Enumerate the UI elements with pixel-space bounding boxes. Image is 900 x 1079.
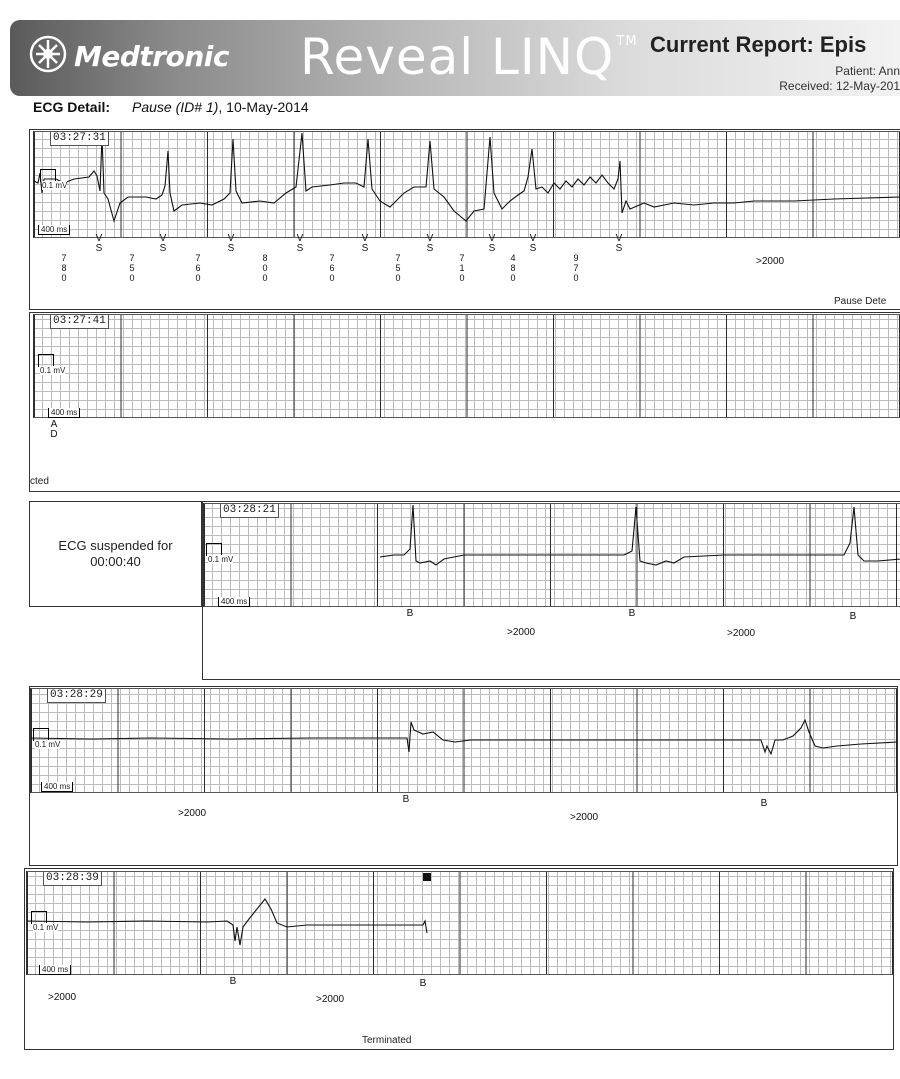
interval-value: 7 6 0 [329, 253, 335, 283]
strip-5-timestamp: 03:28:39 [43, 871, 102, 886]
trademark: TM [616, 34, 638, 49]
interval-value: 8 0 0 [262, 253, 268, 283]
marker: V S [361, 233, 369, 254]
marker: V S [159, 233, 167, 254]
marker: V S [296, 233, 304, 254]
pause-detected-label-continued: cted [30, 476, 49, 487]
strip-3-amplitude-scale: 0.1 mV [208, 555, 234, 564]
interval-value: >2000 [316, 994, 345, 1005]
ecg-strip-5-grid [26, 871, 894, 975]
pause-detected-label: Pause Dete [834, 296, 887, 307]
ecg-detail-label: ECG Detail: [33, 99, 111, 115]
strip-2-amplitude-scale: 0.1 mV [40, 366, 66, 375]
strip-2-time-scale: 400 ms [48, 408, 80, 418]
ecg-strip-2-grid [33, 314, 900, 418]
ecg-trace-1 [34, 131, 900, 238]
marker: B [419, 978, 427, 989]
interval-value: 7 6 0 [195, 253, 201, 283]
product-name: Reveal LINQ ™ [300, 28, 638, 86]
ecg-detail-heading [33, 99, 309, 115]
ecg-strip-1-grid [33, 131, 900, 238]
strip-4-amplitude-scale: 0.1 mV [35, 740, 61, 749]
interval-value: >2000 [178, 808, 207, 819]
ecg-suspended-box [29, 501, 202, 607]
ecg-strip-4-grid [30, 688, 898, 793]
interval-value: 7 1 0 [459, 253, 465, 283]
marker: V S [529, 233, 537, 254]
strip-5-amplitude-scale: 0.1 mV [33, 923, 59, 932]
interval-value: 7 8 0 [61, 253, 67, 283]
ecg-trace-5 [27, 871, 893, 975]
brand-name: Medtronic [74, 40, 229, 73]
interval-value: >2000 [48, 992, 77, 1003]
interval-value: >2000 [507, 627, 536, 638]
marker: A D [50, 419, 58, 440]
interval-value: 4 8 0 [510, 253, 516, 283]
marker: V S [95, 233, 103, 254]
ecg-suspended-text: ECG suspended for 00:00:40 [58, 538, 173, 569]
marker: B [229, 976, 237, 987]
interval-value: >2000 [727, 628, 756, 639]
ecg-strip-3-grid [203, 503, 900, 607]
terminated-label: Terminated [362, 1035, 412, 1046]
marker: V S [615, 233, 623, 254]
long-interval-value: >2000 [756, 256, 785, 267]
report-header [10, 20, 900, 96]
marker: V S [426, 233, 434, 254]
interval-value: 7 5 0 [395, 253, 401, 283]
medtronic-logo-icon [28, 34, 68, 74]
ecg-trace-3 [204, 503, 900, 607]
strip-4-timestamp: 03:28:29 [47, 688, 106, 703]
report-title: Current Report: Epis [650, 32, 867, 57]
strip-1-time-scale: 400 ms [38, 225, 70, 235]
interval-value: >2000 [570, 812, 599, 823]
strip-1-amplitude-scale: 0.1 mV [42, 181, 68, 190]
strip-3-timestamp: 03:28:21 [220, 503, 279, 518]
marker: V S [488, 233, 496, 254]
strip-3-time-scale: 400 ms [218, 597, 250, 607]
marker: B [628, 608, 636, 619]
marker: B [760, 798, 768, 809]
marker: B [849, 611, 857, 622]
marker: B [406, 608, 414, 619]
ecg-trace-4 [31, 688, 897, 793]
episode-end-marker-icon [423, 873, 431, 881]
marker: V S [227, 233, 235, 254]
received-date: Received: 12-May-201 [779, 79, 900, 93]
interval-value: 9 7 0 [573, 253, 579, 283]
strip-2-timestamp: 03:27:41 [50, 314, 109, 329]
marker: B [402, 794, 410, 805]
episode-date: , 10-May-2014 [218, 99, 309, 115]
strip-4-time-scale: 400 ms [41, 782, 73, 792]
patient-name: Patient: Ann [835, 64, 900, 78]
strip-5-time-scale: 400 ms [39, 965, 71, 975]
strip-1-timestamp: 03:27:31 [50, 131, 109, 146]
interval-value: 7 5 0 [129, 253, 135, 283]
episode-name: Pause (ID# 1) [132, 99, 219, 115]
